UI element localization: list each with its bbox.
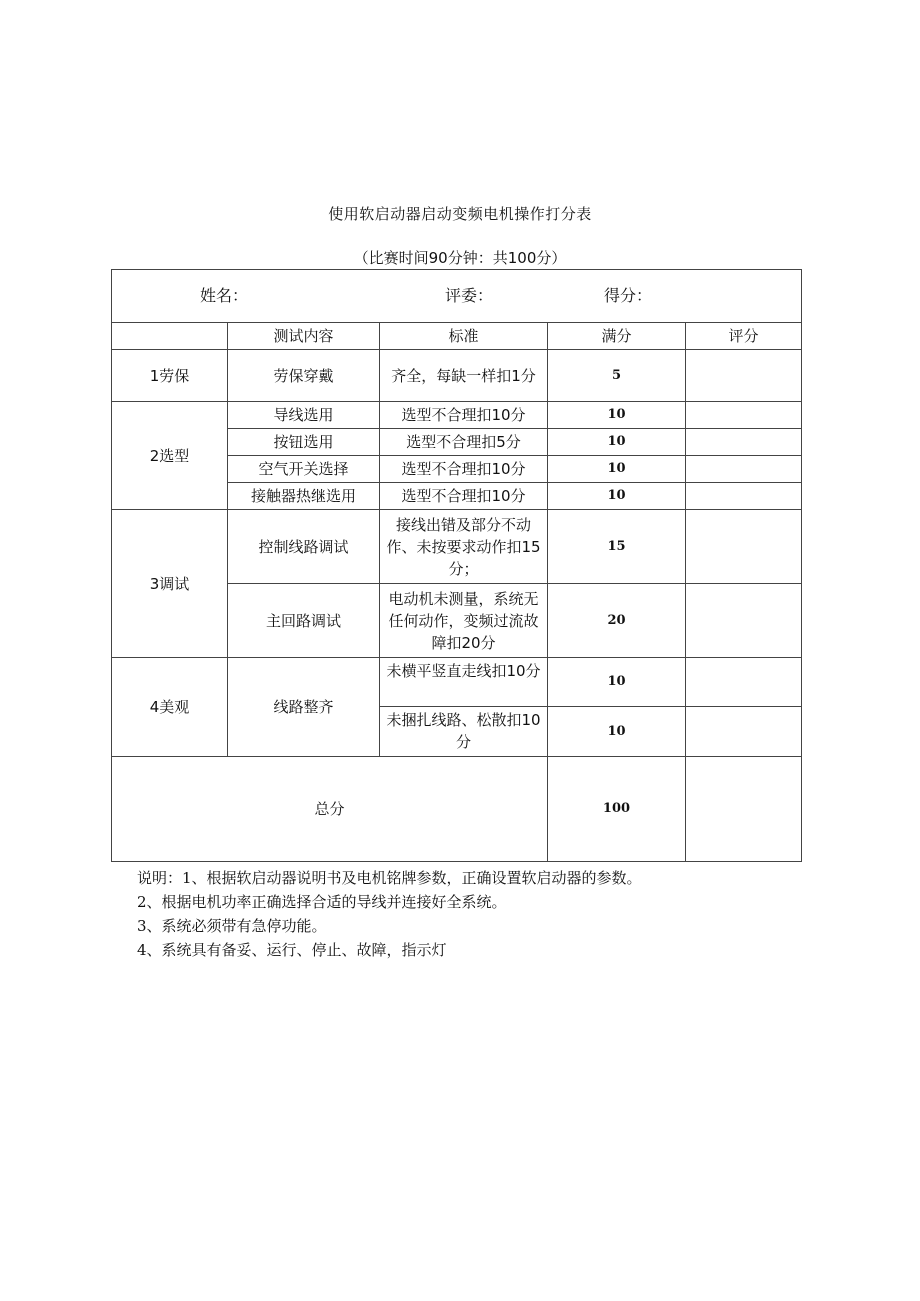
judge-field-label: 评委： [444,286,493,305]
full-score-cell: 10 [548,456,686,483]
standard-cell: 接线出错及部分不动作、未按要求动作扣15分； [380,510,548,584]
header-standard: 标准 [380,323,548,350]
full-score-cell: 10 [548,658,686,707]
standard-cell: 选型不合理扣10分 [380,402,548,429]
item-cell: 导线选用 [228,402,380,429]
full-score-cell: 10 [548,483,686,510]
rating-cell[interactable] [686,402,802,429]
table-row [112,350,802,402]
item-cell: 接触器热继选用 [228,483,380,510]
category-cell: 4美观 [112,658,228,757]
item-cell: 线路整齐 [228,658,380,757]
item-cell: 主回路调试 [228,584,380,658]
full-score-cell: 10 [548,402,686,429]
category-cell: 2选型 [112,402,228,510]
note-line: 2、根据电机功率正确选择合适的导线并连接好全系统。 [137,893,507,911]
standard-cell [380,707,548,757]
table-row [112,402,802,429]
total-label: 总分 [112,757,548,862]
info-row [112,270,802,323]
total-row [112,757,802,862]
table-row [112,658,802,707]
standard-cell: 选型不合理扣10分 [380,456,548,483]
header-category [112,323,228,350]
category-cell: 3调试 [112,510,228,658]
page-title: 使用软启动器启动变频电机操作打分表 [328,205,592,223]
rating-cell[interactable] [686,429,802,456]
item-cell: 空气开关选择 [228,456,380,483]
item-cell: 按钮选用 [228,429,380,456]
full-score-cell: 5 [548,350,686,402]
header-content: 测试内容 [228,323,380,350]
header-full: 满分 [548,323,686,350]
standard-cell: 选型不合理扣10分 [380,483,548,510]
note-line: 3、系统必须带有急停功能。 [137,917,327,935]
score-field-label: 得分： [604,286,653,305]
table-row [112,510,802,584]
category-cell: 1劳保 [112,350,228,402]
total-full-score: 100 [548,757,686,862]
rating-cell[interactable] [686,456,802,483]
standard-cell: 电动机未测量，系统无任何动作，变频过流故障扣20分 [380,584,548,658]
rating-cell[interactable] [686,350,802,402]
rating-cell[interactable] [686,584,802,658]
standard-cell [380,658,548,707]
full-score-cell: 20 [548,584,686,658]
note-line: 4、系统具有备妥、运行、停止、故障，指示灯 [137,941,447,959]
notes [137,866,642,962]
header-rating: 评分 [686,323,802,350]
standard-text: 未横平竖直走线扣10分 [386,662,541,680]
total-rating-cell[interactable] [686,757,802,862]
rating-cell[interactable] [686,658,802,707]
item-cell: 控制线路调试 [228,510,380,584]
standard-cell: 齐全，每缺一样扣1分 [380,350,548,402]
header-row [112,323,802,350]
standard-cell: 选型不合理扣5分 [380,429,548,456]
rating-cell[interactable] [686,483,802,510]
score-table [111,269,802,862]
full-score-cell: 10 [548,707,686,757]
full-score-cell: 15 [548,510,686,584]
item-cell: 劳保穿戴 [228,350,380,402]
rating-cell[interactable] [686,510,802,584]
full-score-cell: 10 [548,429,686,456]
name-field-label: 姓名： [199,286,248,305]
standard-text: 未捆扎线路、松散扣10分 [386,711,541,749]
page-subtitle: （比赛时间90分钟：共100分） [353,249,567,267]
rating-cell[interactable] [686,707,802,757]
note-line: 说明：1、根据软启动器说明书及电机铭牌参数，正确设置软启动器的参数。 [137,869,642,887]
